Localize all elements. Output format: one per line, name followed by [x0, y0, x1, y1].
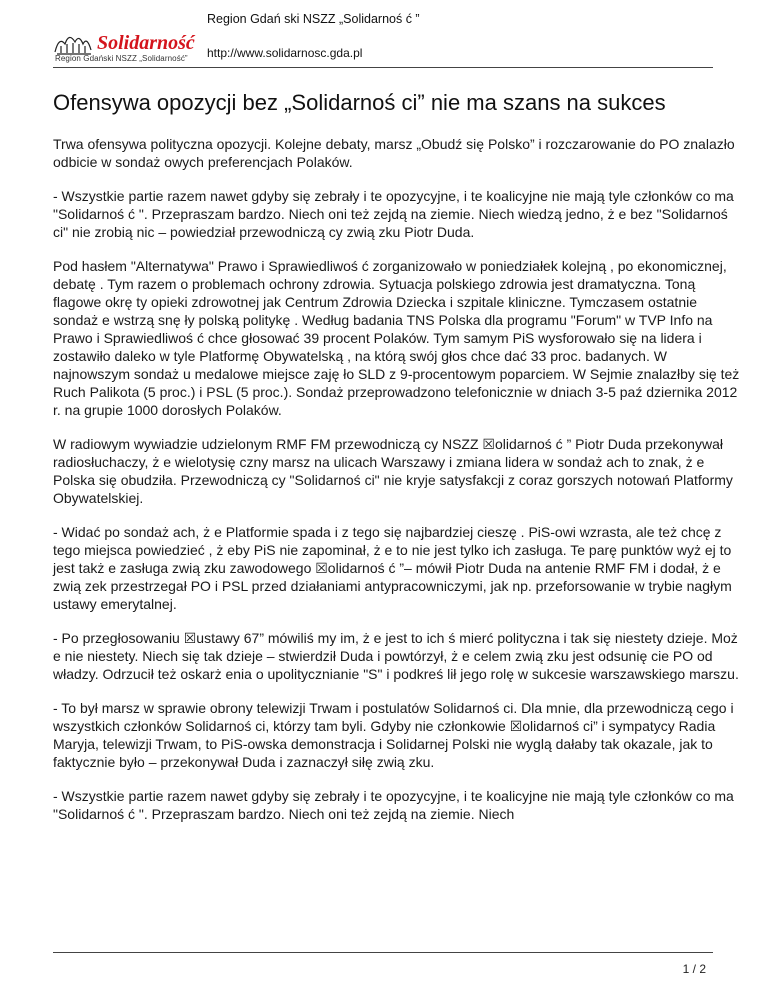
article-paragraph: - Po przegłosowaniu ☒ustawy 67” mówiliś my im, ż e jest to ich ś mierć polityczna i tak się niestety dzieje. Moż e nie niestety. Niech się tak dzieje – stwierdził Duda i powtórzył, ż e celem zwią zku jest odsunię cie PO od władzy. Odrzucił też oskarż enia o upolitycznianie "S" i podkreś lił jego rolę w sukcesie warszawskiego marszu. — [53, 630, 739, 682]
article-paragraph: - Wszystkie partie razem nawet gdyby się zebrały i te opozycyjne, i te koalicyjne nie mają tyle członków co ma "Solidarnoś ć ". Przepraszam bardzo. Niech oni też zejdą na ziemie. Niech — [53, 788, 734, 822]
article-paragraph: W radiowym wywiadzie udzielonym RMF FM przewodniczą cy NSZZ ☒olidarnoś ć ” Piotr Duda przekonywał radiosłuchaczy, ż e wielotysię czny marsz na ulicach Warszawy i zmiana lidera w sondaż ach to znak, ż e Polska się obudziła. Przewodniczą cy "Solidarnoś ci" nie kryje satysfakcji z coraz gorszych notowań Platformy Obywatelskiej. — [53, 436, 733, 506]
article-paragraph: - Wszystkie partie razem nawet gdyby się zebrały i te opozycyjne, i te koalicyjne nie mają tyle członków co ma "Solidarnoś ć ". Przepraszam bardzo. Niech oni też zejdą na ziemie. Niech wiedzą jedno, ż e bez "Solidarnoś ci" nie zrobią nic – powiedział przewodniczą cy zwią zku Piotr Duda. — [53, 188, 734, 240]
header-organization: Region Gdań ski NSZZ „Solidarnoś ć ” — [207, 12, 420, 26]
header-divider — [53, 67, 713, 68]
article-title: Ofensywa opozycji bez „Solidarnoś ci” nie ma szans na sukces — [53, 90, 666, 115]
article-paragraph: Trwa ofensywa polityczna opozycji. Kolejne debaty, marsz „Obudź się Polsko” i rozczarowanie do PO znalazło odbicie w sondaż owych preferencjach Polaków. — [53, 136, 735, 170]
footer-divider — [53, 952, 713, 953]
page-number: 1 / 2 — [682, 962, 706, 976]
logo-wordmark: Solidarność — [97, 32, 195, 54]
article-paragraph: - Widać po sondaż ach, ż e Platformie spada i z tego się najbardziej cieszę . PiS-owi wzrasta, ale też chcę z tego miejsca powiedzieć , ż eby PiS nie zapominał, ż e to nie jest tylko ich zasługa. Te parę punktów wyż ej to jest takż e zasługa zwią zku zawodowego ☒olidarnoś ć ”– mówił Piotr Duda na antenie RMF FM i dodał, ż e zwią zek przestrzegał PO i PSL przed działaniami antypracowniczymi, jak np. przeforsowanie w trybie nagłym ustawy emerytalnej. — [53, 524, 732, 612]
page-header — [0, 0, 768, 72]
article-paragraph: - To był marsz w sprawie obrony telewizji Trwam i postulatów Solidarnoś ci. Dla mnie, dla przewodniczą cego i wszystkich członków Solidarnoś ci, którzy tam byli. Gdyby nie członkowie ☒olidarnoś ci” i sympatycy Radia Maryja, telewizji Trwam, to PiS-owska demonstracja i Solidarnej Polski nie wyglą dałaby tak okazale, jak to faktycznie było – przekonywał Duda i zaznaczył siłę zwią zku. — [53, 700, 734, 770]
logo-tagline: Region Gdański NSZZ „Solidarność” — [55, 54, 188, 63]
header-url-link[interactable]: http://www.solidarnosc.gda.pl — [207, 46, 363, 60]
article-paragraph: Pod hasłem "Alternatywa" Prawo i Sprawiedliwoś ć zorganizowało w poniedziałek kolejną , po ekonomicznej, debatę . Tym razem o problemach ochrony zdrowia. Sytuacja polskiego zdrowia jest dramatyczna. Toną flagowe okrę ty opieki zdrowotnej jak Centrum Zdrowia Dziecka i szpitale kliniczne. Tymczasem ostatnie sondaż e wstrzą snę ły polską politykę . Według badania TNS Polska dla programu "Forum" w TVP Info na Prawo i Sprawiedliwoś ć chce głosować 39 procent Polaków. Tym samym PiS wysforowało się na lidera i zostawiło daleko w tyle Platformę Obywatelską , na którą swój głos chce dać 33 proc. badanych. W najnowszym sondaż u medalowe miejsce zaję ło SLD z 9-procentowym poparciem. W Sejmie znalazłby się też Ruch Palikota (5 proc.) i PSL (5 proc.). Sondaż przeprowadzono telefonicznie w dniach 3-5 paź dziernika 2012 r. na grupie 1000 dorosłych Polaków. — [53, 258, 740, 418]
article-body — [53, 135, 743, 839]
